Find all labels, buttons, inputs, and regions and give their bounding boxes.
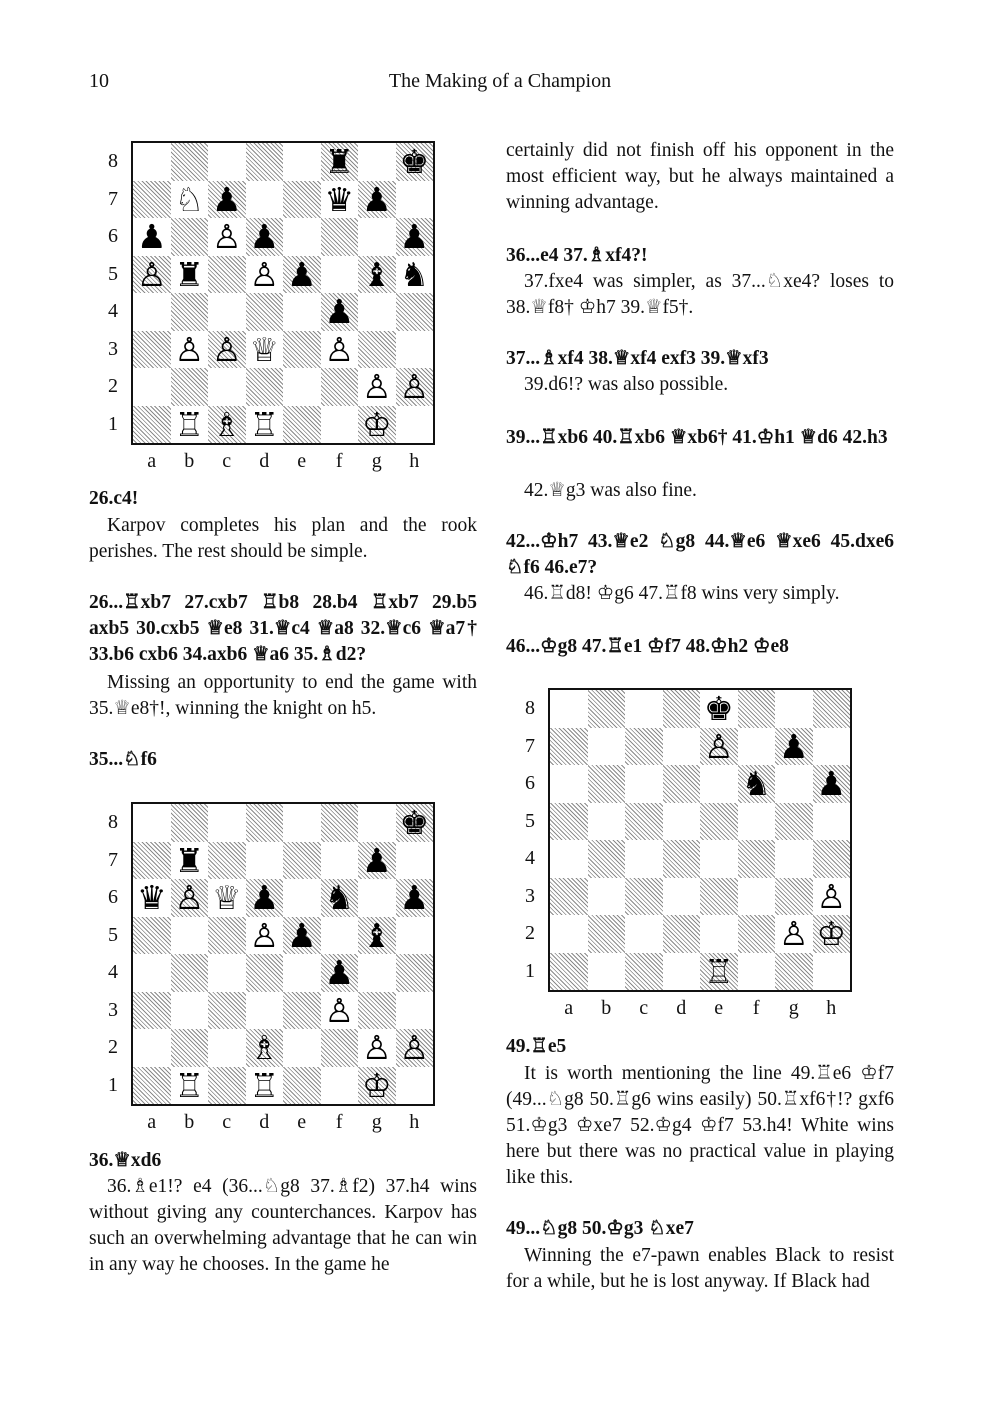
piece-f4: ♟ <box>324 292 355 331</box>
rank-label-4: 4 <box>108 300 118 322</box>
comment-36: 36.♗e1!? e4 (36...♘g8 37.♗f2) 37.h4 wins without giving any counterchances. Karpov has such an overwhelming advantage that he can win in any way he chooses. In the game he <box>89 1176 477 1275</box>
rank-label-8: 8 <box>108 811 118 833</box>
move-42: 42...♔h7 43.♕e2 ♘g8 44.♕e6 ♕xe6 45.dxe6 ♘f6 46.e7? <box>506 531 894 578</box>
file-label-e: e <box>297 450 307 472</box>
file-label-d: d <box>676 997 687 1019</box>
rank-label-5: 5 <box>525 809 535 832</box>
comment-37: 37.fxe4 was simpler, as 37...♘xe4? loses to 38.♕f8† ♔h7 39.♕f5†. <box>506 271 894 318</box>
comment-39: 39.d6!? was also possible. <box>524 374 729 395</box>
piece-a5: ♙ <box>136 254 167 294</box>
rank-label-6: 6 <box>108 886 118 908</box>
file-label-c: c <box>639 997 649 1019</box>
page-number: 10 <box>89 70 109 92</box>
piece-d6: ♟ <box>249 217 280 256</box>
right-column <box>506 0 894 1412</box>
rank-label-5: 5 <box>108 262 118 285</box>
comment-46: 46.♖d8! ♔g6 47.♖f8 wins very simply. <box>524 583 840 604</box>
piece-g7: ♟ <box>778 726 809 766</box>
piece-e7: ♙ <box>703 726 734 766</box>
piece-h6: ♟ <box>816 764 847 803</box>
piece-g5: ♝ <box>361 915 392 955</box>
file-label-h: h <box>409 450 420 472</box>
file-label-h: h <box>409 1111 420 1133</box>
piece-h8: ♚ <box>399 803 430 842</box>
running-title: The Making of a Champion <box>388 70 612 92</box>
move-49b: 49...♘g8 50.♔g3 ♘xe7 <box>506 1218 694 1239</box>
piece-b1: ♖ <box>174 1065 205 1105</box>
move-26: 26.c4! <box>89 488 139 509</box>
rank-label-3: 3 <box>108 337 118 360</box>
move-35: 35...♘f6 <box>89 749 157 770</box>
piece-g5: ♝ <box>361 254 392 294</box>
rank-label-4: 4 <box>525 847 535 869</box>
file-label-f: f <box>335 450 343 472</box>
rank-label-8: 8 <box>525 697 535 719</box>
piece-h2: ♙ <box>399 367 430 406</box>
rank-label-2: 2 <box>108 1036 118 1058</box>
piece-g7: ♟ <box>361 179 392 219</box>
file-label-c: c <box>222 1111 232 1133</box>
file-label-a: a <box>147 1111 157 1133</box>
piece-f3: ♙ <box>324 990 355 1030</box>
rank-label-2: 2 <box>108 375 118 397</box>
piece-d1: ♖ <box>249 404 280 444</box>
piece-a6: ♛ <box>136 878 167 917</box>
piece-d2: ♗ <box>249 1028 280 1067</box>
file-label-f: f <box>752 997 760 1019</box>
piece-b3: ♙ <box>174 329 205 369</box>
move-49: 49.♖e5 <box>506 1036 567 1057</box>
rank-label-5: 5 <box>108 923 118 946</box>
piece-b7: ♜ <box>174 840 205 880</box>
rank-label-4: 4 <box>108 961 118 983</box>
rank-label-6: 6 <box>108 225 118 247</box>
piece-f3: ♙ <box>324 329 355 369</box>
piece-g1: ♔ <box>361 1065 392 1105</box>
piece-e5: ♟ <box>286 915 317 955</box>
piece-h8: ♚ <box>399 142 430 181</box>
file-label-d: d <box>259 450 270 472</box>
piece-e5: ♟ <box>286 254 317 294</box>
move-46: 46...♔g8 47.♖e1 ♔f7 48.♔h2 ♔e8 <box>506 636 789 657</box>
rank-label-7: 7 <box>108 187 118 210</box>
file-label-b: b <box>184 450 195 472</box>
file-label-c: c <box>222 450 232 472</box>
piece-d5: ♙ <box>249 254 280 294</box>
comment-26: Karpov completes his plan and the rook perishes. The rest should be simple. <box>89 515 477 562</box>
rank-label-7: 7 <box>525 734 535 757</box>
piece-f4: ♟ <box>324 953 355 992</box>
rank-label-1: 1 <box>525 959 535 982</box>
file-label-d: d <box>259 1111 270 1133</box>
piece-a6: ♟ <box>136 217 167 256</box>
file-label-b: b <box>184 1111 195 1133</box>
piece-c1: ♗ <box>211 404 242 444</box>
piece-c6: ♙ <box>211 217 242 256</box>
comment-35: Missing an opportunity to end the game with 35.♕e8†!, winning the knight on h5. <box>89 672 477 719</box>
file-label-g: g <box>371 450 382 472</box>
piece-g2: ♙ <box>361 367 392 406</box>
file-label-f: f <box>335 1111 343 1133</box>
piece-h2: ♙ <box>399 1028 430 1067</box>
rank-label-1: 1 <box>108 1073 118 1096</box>
move-37: 37...♗xf4 38.♕xf4 exf3 39.♕xf3 <box>506 348 769 369</box>
piece-h6: ♟ <box>399 217 430 256</box>
file-label-g: g <box>788 997 799 1019</box>
piece-h5: ♞ <box>399 254 430 294</box>
piece-e8: ♚ <box>703 689 734 728</box>
piece-g2: ♙ <box>361 1028 392 1067</box>
piece-e1: ♖ <box>703 951 734 991</box>
file-label-a: a <box>564 997 574 1019</box>
piece-b6: ♙ <box>174 878 205 917</box>
piece-d6: ♟ <box>249 878 280 917</box>
piece-h2: ♔ <box>816 914 847 953</box>
rank-label-6: 6 <box>525 772 535 794</box>
piece-g2: ♙ <box>778 914 809 953</box>
comment-continued: certainly did not finish off his opponent in the most efficient way, but he always maintained a winning advantage. <box>506 140 894 213</box>
file-label-h: h <box>826 997 837 1019</box>
piece-f6: ♞ <box>741 764 772 803</box>
move-39: 39...♖xb6 40.♖xb6 ♕xb6† 41.♔h1 ♕d6 42.h3 <box>506 427 888 448</box>
piece-c6: ♕ <box>211 878 242 917</box>
comment-49: It is worth mentioning the line 49.♖e6 ♔f7 (49...♘g8 50.♖g6 wins easily) 50.♖xf6†!? gxf6 51.♔g3 ♔xe7 52.♔g4 ♔f7 53.h4! White wins here but there was no practical value in playing like this. <box>506 1063 894 1188</box>
rank-label-3: 3 <box>108 998 118 1021</box>
piece-c3: ♙ <box>211 329 242 369</box>
rank-label-1: 1 <box>108 412 118 435</box>
piece-b1: ♖ <box>174 404 205 444</box>
piece-f7: ♛ <box>324 179 355 219</box>
piece-d1: ♖ <box>249 1065 280 1105</box>
left-column <box>89 0 477 1412</box>
piece-d3: ♕ <box>249 329 280 369</box>
piece-f6: ♞ <box>324 878 355 917</box>
comment-42: 42.♕g3 was also fine. <box>524 480 697 501</box>
file-label-e: e <box>297 1111 307 1133</box>
comment-50: Winning the e7-pawn enables Black to resist for a while, but he is lost anyway. If Black had <box>506 1245 894 1292</box>
file-label-a: a <box>147 450 157 472</box>
piece-d5: ♙ <box>249 915 280 955</box>
move-36: 36.♕xd6 <box>89 1150 162 1171</box>
file-label-e: e <box>714 997 724 1019</box>
piece-g7: ♟ <box>361 840 392 880</box>
rank-label-2: 2 <box>525 922 535 944</box>
piece-h6: ♟ <box>399 878 430 917</box>
rank-label-3: 3 <box>525 884 535 907</box>
piece-f8: ♜ <box>324 142 355 181</box>
piece-b7: ♘ <box>174 179 205 219</box>
piece-c7: ♟ <box>211 179 242 219</box>
piece-h3: ♙ <box>816 876 847 916</box>
rank-label-8: 8 <box>108 150 118 172</box>
piece-g1: ♔ <box>361 404 392 444</box>
file-label-b: b <box>601 997 612 1019</box>
rank-label-7: 7 <box>108 848 118 871</box>
piece-b5: ♜ <box>174 254 205 294</box>
move-26-35: 26...♖xb7 27.cxb7 ♖b8 28.b4 ♖xb7 29.b5 axb5 30.cxb5 ♕e8 31.♕c4 ♕a8 32.♕c6 ♕a7† 33.b6 cxb6 34.axb6 ♕a6 35.♗d2? <box>89 592 477 665</box>
move-36b: 36...e4 37.♗xf4?! <box>506 245 648 266</box>
file-label-g: g <box>371 1111 382 1133</box>
